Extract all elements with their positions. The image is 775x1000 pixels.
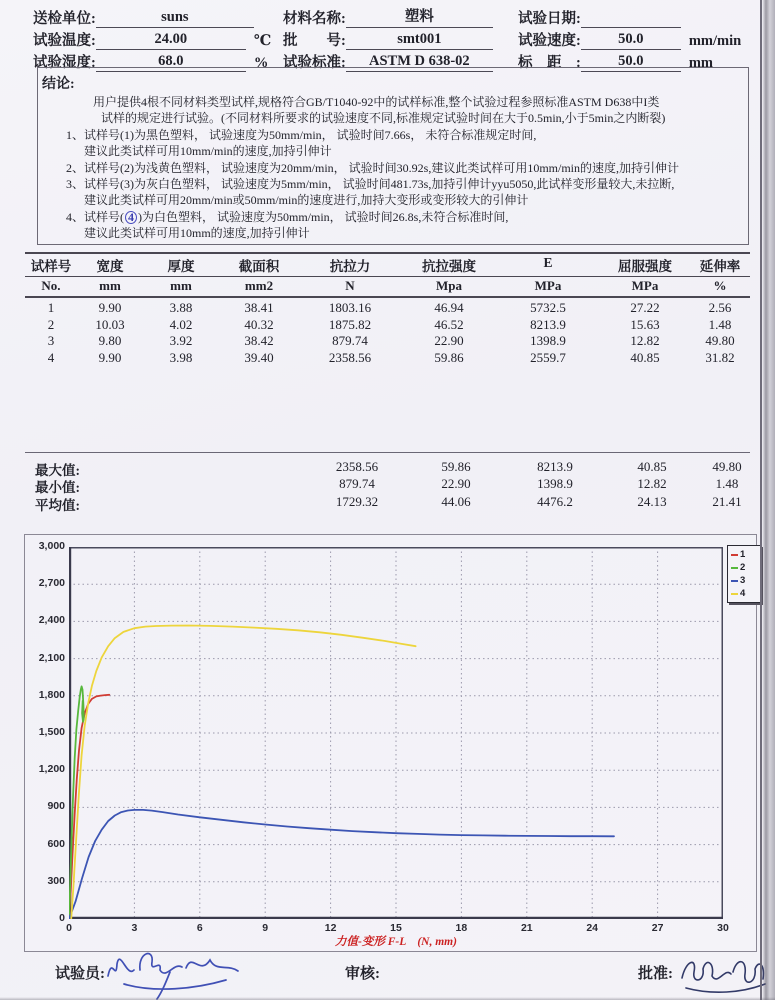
table-rule: [25, 276, 750, 277]
table-cell: 9.90: [98, 349, 122, 365]
stats-value: 1729.32: [335, 493, 379, 509]
conclusion-line: 用户提供4根不同材料类型试样,规格符合GB/T1040-92中的试样标准,整个试验过程参照标准ASTM D638中I类: [93, 95, 660, 109]
field-value: 50.0: [581, 52, 681, 72]
table-cell: 抗拉力: [329, 259, 371, 274]
chart-legend: [727, 545, 761, 603]
legend-label: 3: [740, 575, 746, 586]
table-cell: 22.90: [434, 333, 464, 348]
pen-circled-number: 4: [125, 211, 137, 224]
table-header-row: [28, 255, 746, 275]
table-cell: 1398.9: [530, 333, 566, 348]
y-tick-label: 0: [59, 912, 65, 924]
table-cell: 厚度: [167, 259, 195, 274]
x-tick-label: 0: [66, 922, 72, 934]
conclusion-line: 3、试样号(3)为灰白色塑料， 试验速度为5mm/min， 试验时间481.73s,加持引伸计yyu5050,此试样变形量较大,未拉断,: [66, 177, 675, 191]
field-label: 材料名称:: [283, 11, 346, 27]
conclusion-line-text: 4、试样号(: [66, 210, 124, 224]
field-label: 试验速度:: [518, 33, 581, 49]
legend-item: [731, 574, 758, 587]
table-cell: 截面积: [238, 259, 280, 274]
conclusion-line: 2、试样号(2)为浅黄色塑料， 试验速度为20mm/min， 试验时间30.92s,建议此类试样可用10mm/min的速度,加持引伸计: [66, 161, 680, 175]
conclusion-line: 试样的规定进行试验。(不同材料所要求的试验速度不同,标准规定试验时间在大于0.5min,小于5min之内断裂): [101, 111, 666, 125]
table-row: [28, 350, 746, 366]
y-tick-label: 1,200: [38, 763, 65, 776]
stats-value: 12.82: [637, 476, 667, 492]
table-cell: No.: [41, 278, 61, 293]
stats-label: 最小值:: [35, 480, 80, 496]
y-tick-label: 2,400: [38, 614, 65, 627]
field-value: [581, 8, 681, 28]
stats-value: 59.86: [441, 459, 471, 474]
legend-label: 4: [740, 588, 746, 599]
examiner-signature: [100, 940, 260, 1000]
field-test-temperature: [33, 28, 271, 50]
y-tick-label: 3,000: [38, 540, 65, 552]
table-cell: 1: [47, 300, 55, 315]
approver-label: 批准:: [638, 966, 673, 982]
x-tick-label: 21: [520, 922, 533, 934]
table-cell: 15.63: [630, 316, 660, 332]
y-tick-label: 300: [47, 874, 65, 887]
x-tick-label: 18: [455, 922, 468, 934]
field-unit: mm: [688, 55, 714, 71]
table-cell: N: [345, 278, 355, 293]
legend-label: 2: [740, 562, 746, 573]
table-cell: 38.41: [244, 300, 274, 315]
table-cell: 3.92: [169, 333, 193, 348]
y-tick-label: 1,800: [38, 688, 65, 701]
legend-item: [731, 561, 758, 574]
stats-value: 8213.9: [537, 459, 573, 474]
table-cell: 试样号: [30, 259, 72, 274]
examiner-label: 试验员:: [55, 966, 105, 982]
field-unit: mm/min: [688, 33, 742, 49]
table-cell: 2: [47, 316, 55, 332]
table-cell: 46.94: [434, 300, 464, 315]
table-cell: 49.80: [705, 333, 735, 348]
y-tick-label: 900: [47, 800, 65, 813]
table-cell: 8213.9: [530, 316, 566, 332]
reviewer-label: 审核:: [345, 966, 380, 982]
table-cell: mm2: [244, 278, 274, 293]
stats-label: 最大值:: [35, 463, 80, 478]
field-label: 试验日期:: [518, 11, 581, 27]
table-rule: [25, 252, 750, 254]
table-cell: 延伸率: [699, 259, 741, 274]
x-tick-label: 6: [196, 922, 203, 934]
conclusion-line: [66, 209, 508, 226]
table-cell: 38.42: [244, 333, 274, 348]
field-test-date: [518, 6, 741, 28]
table-cell: 9.90: [98, 300, 122, 315]
scan-edge-shadow: [760, 0, 775, 1000]
table-cell: 40.85: [630, 349, 660, 365]
y-tick-label: 600: [47, 837, 65, 850]
field-value: 50.0: [581, 30, 681, 50]
chart-svg: [69, 547, 723, 919]
table-cell: 2358.56: [328, 349, 372, 365]
approver-signature: [676, 948, 771, 996]
x-tick-label: 27: [651, 922, 664, 934]
conclusion-box: [37, 67, 749, 245]
legend-swatch: [731, 554, 738, 556]
legend-label: 1: [740, 549, 746, 560]
table-cell: MPa: [631, 278, 659, 293]
stats-value: 2358.56: [335, 459, 379, 474]
field-label: 标 距 :: [518, 55, 581, 71]
legend-item: [731, 587, 758, 600]
x-tick-label: 30: [717, 922, 729, 934]
stats-row: [28, 494, 746, 514]
table-cell: 抗拉强度: [422, 259, 476, 274]
conclusion-line: 建议此类试样可用20mm/min或50mm/min的速度进行,加持大变形或变形较大的引伸计: [84, 193, 529, 207]
stats-value: 4476.2: [537, 493, 573, 509]
table-cell: 27.22: [630, 300, 660, 315]
field-value: ASTM D 638-02: [346, 52, 493, 72]
field-test-speed: [518, 28, 741, 50]
x-tick-label: 24: [586, 922, 599, 934]
field-unit: ℃: [253, 33, 272, 49]
field-label: 试验标准:: [283, 55, 346, 71]
table-cell: 1.48: [708, 316, 732, 332]
table-cell: E: [543, 255, 553, 270]
table-cell: 1803.16: [328, 300, 372, 315]
table-cell: 4: [47, 349, 55, 365]
table-cell: 31.82: [705, 349, 735, 365]
field-unit: %: [253, 55, 269, 71]
conclusion-line: 1、试样号(1)为黑色塑料， 试验速度为50mm/min， 试验时间7.66s， 未符合标准规定时间,: [66, 128, 537, 142]
stats-value: 879.74: [339, 476, 375, 492]
x-tick-label: 12: [324, 922, 337, 934]
stats-value: 22.90: [441, 476, 471, 492]
table-cell: %: [713, 278, 727, 293]
table-cell: Mpa: [436, 278, 462, 293]
conclusion-title: 结论:: [42, 77, 75, 92]
stats-value: 44.06: [441, 493, 471, 509]
field-value: 塑料: [346, 8, 493, 28]
header-column-left: [33, 6, 271, 72]
table-units-row: [28, 278, 746, 294]
table-cell: 3: [47, 333, 55, 348]
table-cell: 5732.5: [530, 300, 566, 315]
x-tick-label: 9: [262, 922, 269, 934]
legend-swatch: [731, 593, 738, 595]
field-label: 批 号:: [283, 33, 346, 49]
curve-series-3: [69, 810, 614, 919]
table-cell: 39.40: [244, 349, 274, 365]
field-send-unit: [33, 6, 271, 28]
field-material-name: [283, 6, 493, 28]
table-cell: 40.32: [244, 316, 274, 332]
legend-swatch: [731, 567, 738, 569]
conclusion-line: 建议此类试样可用10mm的速度,加持引伸计: [84, 226, 310, 240]
field-value: 24.00: [96, 30, 246, 50]
field-value: 68.0: [96, 52, 246, 72]
field-value: suns: [96, 8, 254, 28]
force-deformation-chart: [24, 534, 757, 952]
table-cell: 2559.7: [530, 349, 566, 365]
table-cell: 3.98: [169, 349, 193, 365]
table-row: [28, 317, 746, 333]
table-rule: [25, 296, 750, 298]
table-cell: 46.52: [434, 316, 464, 332]
table-cell: 3.88: [169, 300, 193, 315]
plot-area: [69, 547, 723, 919]
table-cell: 10.03: [95, 316, 125, 332]
stats-value: 49.80: [712, 459, 742, 474]
stats-value: 1.48: [715, 476, 739, 492]
legend-swatch: [731, 580, 738, 582]
x-tick-label: 3: [131, 922, 138, 934]
table-cell: 2.56: [708, 300, 732, 315]
table-cell: MPa: [534, 278, 562, 293]
y-tick-label: 2,100: [38, 651, 65, 664]
x-tick-label: 15: [390, 922, 402, 934]
legend-item: [731, 548, 758, 561]
field-label: 送检单位:: [33, 11, 96, 27]
table-cell: 4.02: [169, 316, 193, 332]
y-tick-label: 1,500: [38, 726, 65, 738]
table-cell: 59.86: [434, 349, 464, 365]
table-cell: 9.80: [98, 333, 122, 348]
conclusion-line: 建议此类试样可用10mm/min的速度,加持引伸计: [84, 144, 332, 158]
table-row: [28, 333, 746, 349]
stats-label: 平均值:: [35, 497, 80, 513]
stats-value: 24.13: [637, 493, 667, 509]
header-column-right: [518, 6, 741, 72]
field-label: 试验温度:: [33, 33, 96, 49]
stats-value: 40.85: [637, 459, 667, 474]
field-batch-number: [283, 28, 493, 50]
table-cell: 12.82: [630, 333, 660, 348]
table-rule: [25, 452, 750, 453]
table-row: [28, 300, 746, 316]
chart-caption: 力值-变形 F-L (N, mm): [335, 936, 457, 948]
conclusion-line-text: )为白色塑料， 试验速度为50mm/min， 试验时间26.8s,未符合标准时间,: [138, 210, 509, 224]
field-value: smt001: [346, 30, 493, 50]
curve-series-1: [69, 695, 109, 919]
curve-series-4: [71, 626, 415, 920]
table-cell: 879.74: [332, 333, 368, 348]
y-tick-label: 2,700: [38, 577, 65, 590]
table-cell: mm: [99, 278, 121, 293]
stats-value: 1398.9: [537, 476, 573, 492]
table-cell: 屈服强度: [618, 259, 672, 274]
table-cell: 1875.82: [328, 316, 372, 332]
field-label: 试验湿度:: [33, 55, 96, 71]
table-cell: 宽度: [96, 259, 124, 274]
table-cell: mm: [170, 278, 192, 293]
stats-spacer: [153, 494, 309, 514]
stats-value: 21.41: [712, 493, 742, 509]
header-column-middle: [283, 6, 493, 72]
